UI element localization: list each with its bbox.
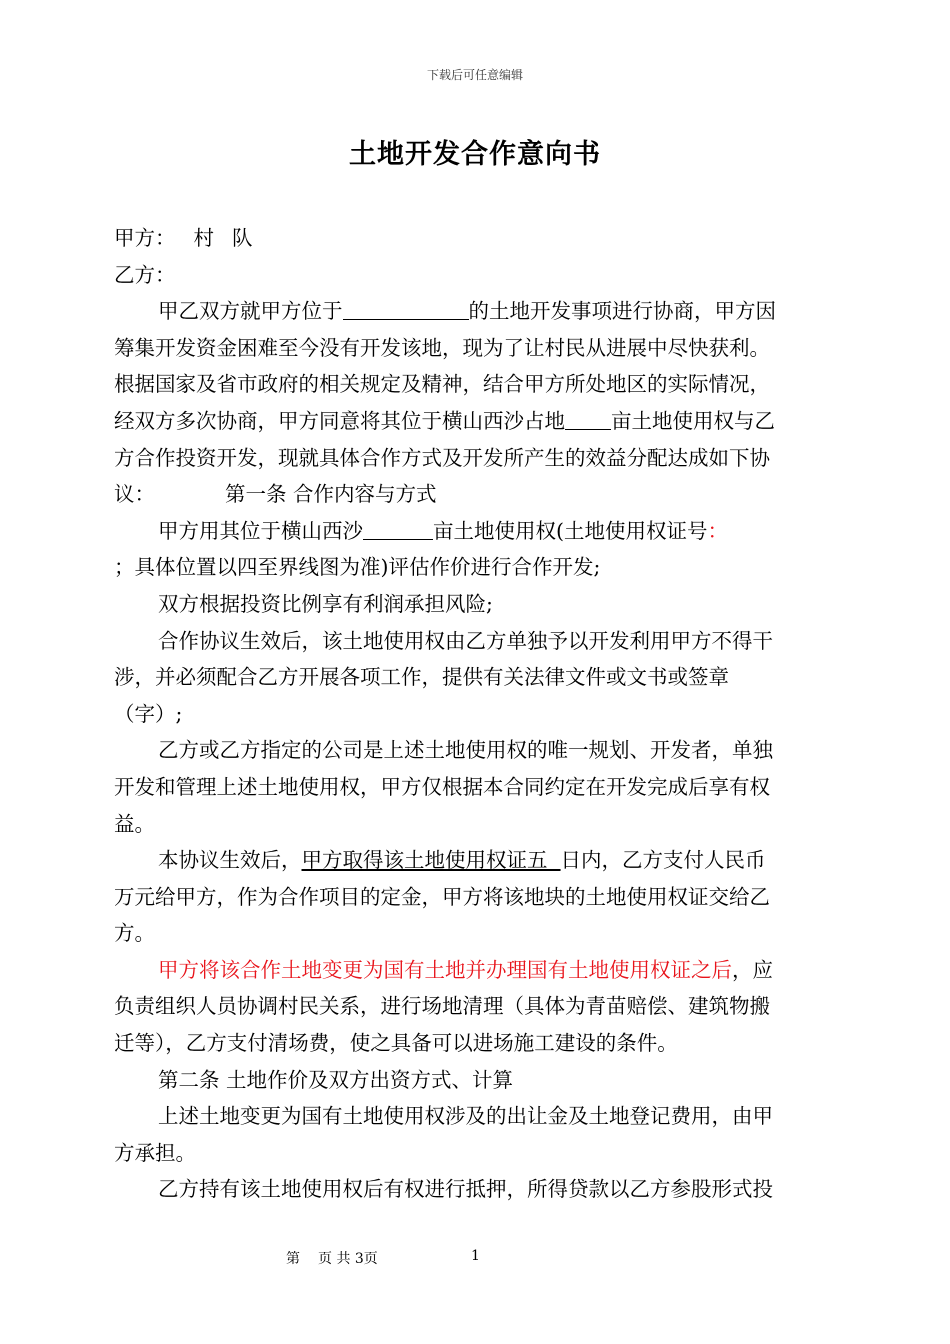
text: 甲乙双方就甲方位于 (158, 299, 343, 324)
text: 甲方用其位于横山西沙 (158, 518, 363, 543)
page-number: 1 (471, 1248, 480, 1264)
paragraph-line: 方承担。 (114, 1140, 196, 1165)
article-2-heading: 第二条 土地作价及双方出资方式、计算 (158, 1067, 514, 1092)
text: 经双方多次协商，甲方同意将其位于横山西沙占地 (114, 408, 565, 433)
paragraph-line (114, 513, 839, 550)
underlined-text: 甲方取得该土地使用权证五 (301, 848, 548, 873)
paragraph-line: 根据国家及省市政府的相关规定及精神，结合甲方所处地区的实际情况， (114, 372, 770, 397)
paragraph-line (114, 952, 839, 989)
paragraph-line: 上述土地变更为国有土地使用权涉及的出让金及土地登记费用，由甲 (158, 1104, 773, 1129)
page-label-a: 第 (286, 1251, 300, 1267)
blank-field (565, 407, 611, 430)
party-b-label: 乙方： (114, 262, 176, 287)
paragraph-line: 负责组织人员协调村民关系，进行场地清理（具体为青苗赔偿、建筑物搬 (114, 994, 770, 1019)
party-b-line (114, 257, 839, 294)
text: 亩土地使用权与乙 (611, 408, 775, 433)
paragraph-line: 筹集开发资金困难至今没有开发该地，现为了让村民从进展中尽快获利。 (114, 335, 770, 360)
text: ，应 (732, 957, 773, 982)
paragraph-line: 合作协议生效后，该土地使用权由乙方单独予以开发利用甲方不得干 (158, 628, 773, 653)
paragraph-line: ；具体位置以四至界线图为准)评估作价进行合作开发; (114, 555, 601, 580)
paragraph-line: （字）; (114, 701, 183, 726)
paragraph-line (114, 293, 839, 330)
blank-field (363, 517, 433, 540)
paragraph-line: 开发和管理上述土地使用权，甲方仅根据本合同约定在开发完成后享有权 (114, 774, 770, 799)
party-a-team: 队 (232, 226, 253, 250)
text: 日内，乙方支付人民币 (560, 848, 766, 873)
paragraph-line: 方。 (114, 921, 155, 946)
page-count-label (286, 1248, 378, 1268)
text: 的土地开发事项进行协商，甲方因 (468, 299, 776, 324)
red-text: ： (707, 518, 728, 543)
header-note: 下载后可任意编辑 (426, 68, 523, 82)
blank-field (343, 297, 469, 320)
text: 议： (114, 482, 155, 507)
paragraph-line (114, 476, 839, 513)
red-text: 甲方将该合作土地变更为国有土地并办理国有土地使用权证之后 (158, 957, 732, 982)
paragraph-line: 双方根据投资比例享有利润承担风险; (158, 591, 493, 616)
paragraph-line: 万元给甲方，作为合作项目的定金，甲方将该地块的土地使用权证交给乙 (114, 884, 770, 909)
party-a-line (114, 220, 839, 257)
document-title: 土地开发合作意向书 (349, 139, 601, 170)
party-a-label: 甲方： (114, 226, 176, 250)
paragraph-line (114, 403, 839, 440)
paragraph-line: 涉，并必须配合乙方开展各项工作，提供有关法律文件或文书或签章 (114, 665, 729, 690)
paragraph-line: 乙方持有该土地使用权后有权进行抵押，所得贷款以乙方参股形式投 (158, 1177, 773, 1202)
paragraph-line: 乙方或乙方指定的公司是上述土地使用权的唯一规划、开发者，单独 (158, 738, 773, 763)
document-body (114, 220, 839, 1208)
paragraph-line: 益。 (114, 811, 155, 836)
paragraph-line: 方合作投资开发，现就具体合作方式及开发所产生的效益分配达成如下协 (114, 445, 770, 470)
party-a-village: 村 (193, 226, 214, 250)
text: 本协议生效后， (158, 848, 302, 873)
page-label-b: 页 共 3页 (318, 1251, 378, 1267)
paragraph-line (114, 842, 839, 879)
text: 亩土地使用权(土地使用权证号 (433, 518, 708, 543)
paragraph-line: 迁等），乙方支付清场费，使之具备可以进场施工建设的条件。 (114, 1031, 678, 1056)
article-1-heading: 第一条 合作内容与方式 (225, 482, 437, 507)
